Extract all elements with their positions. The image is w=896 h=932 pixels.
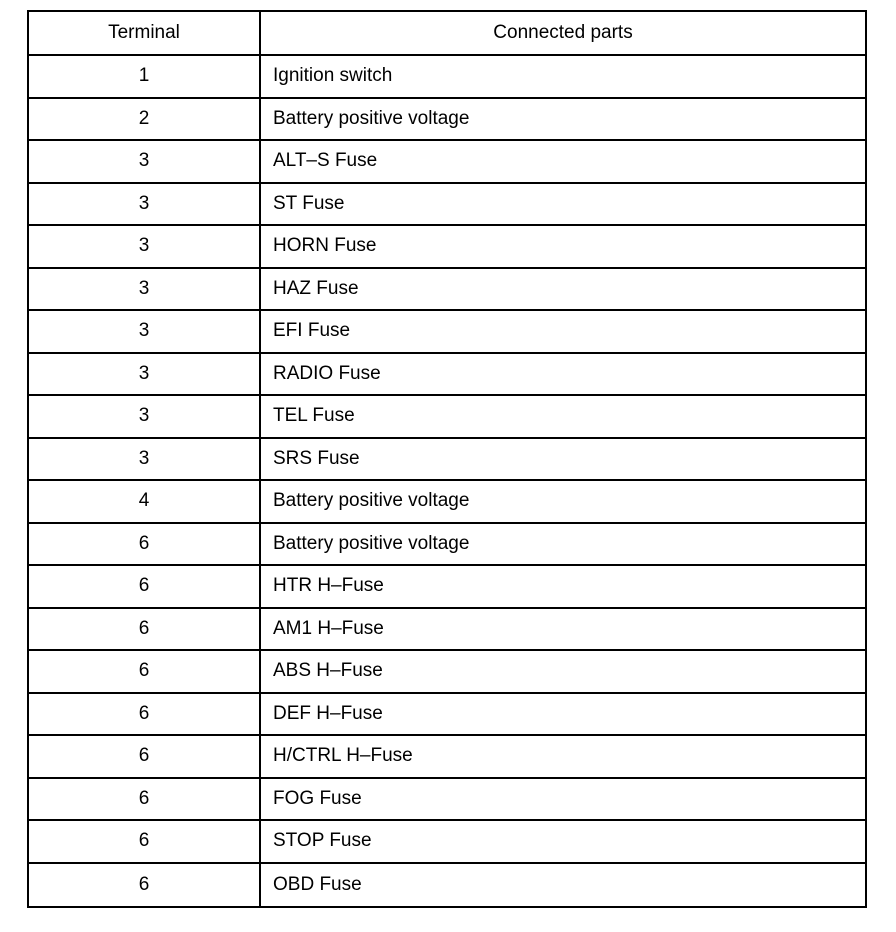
terminal-cell: 3 xyxy=(29,141,261,182)
terminal-cell: 4 xyxy=(29,481,261,522)
table-row xyxy=(29,779,865,822)
table-row xyxy=(29,226,865,269)
table-row xyxy=(29,524,865,567)
header-connected-parts: Connected parts xyxy=(493,22,633,43)
connected-parts-cell: ALT–S Fuse xyxy=(273,150,378,172)
connected-parts-cell: OBD Fuse xyxy=(273,873,362,895)
header-terminal: Terminal xyxy=(29,12,261,54)
connected-parts-cell: RADIO Fuse xyxy=(273,362,381,384)
connected-parts-cell: Battery positive voltage xyxy=(273,532,470,554)
terminal-cell: 3 xyxy=(29,354,261,395)
table-row xyxy=(29,269,865,312)
terminal-cell: 6 xyxy=(29,524,261,565)
terminal-cell: 6 xyxy=(29,736,261,777)
table-row xyxy=(29,821,865,864)
connected-parts-cell: HAZ Fuse xyxy=(273,277,359,299)
terminal-cell: 2 xyxy=(29,99,261,140)
connected-parts-cell: ABS H–Fuse xyxy=(273,660,383,682)
table-row xyxy=(29,651,865,694)
table-row xyxy=(29,184,865,227)
connected-parts-cell: FOG Fuse xyxy=(273,787,362,809)
terminal-cell: 3 xyxy=(29,269,261,310)
table-row xyxy=(29,354,865,397)
terminal-cell: 3 xyxy=(29,396,261,437)
table-row xyxy=(29,609,865,652)
connected-parts-cell: H/CTRL H–Fuse xyxy=(273,745,413,767)
connected-parts-cell: STOP Fuse xyxy=(273,830,372,852)
connected-parts-cell: Battery positive voltage xyxy=(273,490,470,512)
terminal-cell: 3 xyxy=(29,184,261,225)
terminal-cell: 3 xyxy=(29,311,261,352)
terminal-table xyxy=(27,10,867,908)
table-header-row xyxy=(29,12,865,56)
terminal-cell: 6 xyxy=(29,694,261,735)
terminal-cell: 6 xyxy=(29,864,261,907)
terminal-cell: 6 xyxy=(29,566,261,607)
connected-parts-cell: AM1 H–Fuse xyxy=(273,617,384,639)
table-row xyxy=(29,439,865,482)
table-row xyxy=(29,736,865,779)
connected-parts-cell: Ignition switch xyxy=(273,65,393,87)
connected-parts-cell: TEL Fuse xyxy=(273,405,355,427)
terminal-cell: 6 xyxy=(29,651,261,692)
table-row xyxy=(29,566,865,609)
connected-parts-cell: SRS Fuse xyxy=(273,447,360,469)
table-row xyxy=(29,99,865,142)
terminal-cell: 6 xyxy=(29,609,261,650)
terminal-cell: 3 xyxy=(29,439,261,480)
terminal-cell: 1 xyxy=(29,56,261,97)
table-row xyxy=(29,56,865,99)
table-row xyxy=(29,481,865,524)
connected-parts-cell: HTR H–Fuse xyxy=(273,575,384,597)
table-row xyxy=(29,396,865,439)
connected-parts-cell: ST Fuse xyxy=(273,192,345,214)
connected-parts-cell: Battery positive voltage xyxy=(273,107,470,129)
terminal-cell: 3 xyxy=(29,226,261,267)
table-row xyxy=(29,694,865,737)
table-row xyxy=(29,141,865,184)
table-row xyxy=(29,311,865,354)
connected-parts-cell: EFI Fuse xyxy=(273,320,351,342)
terminal-cell: 6 xyxy=(29,821,261,862)
table-row xyxy=(29,864,865,907)
connected-parts-cell: DEF H–Fuse xyxy=(273,702,383,724)
terminal-cell: 6 xyxy=(29,779,261,820)
connected-parts-cell: HORN Fuse xyxy=(273,235,377,257)
